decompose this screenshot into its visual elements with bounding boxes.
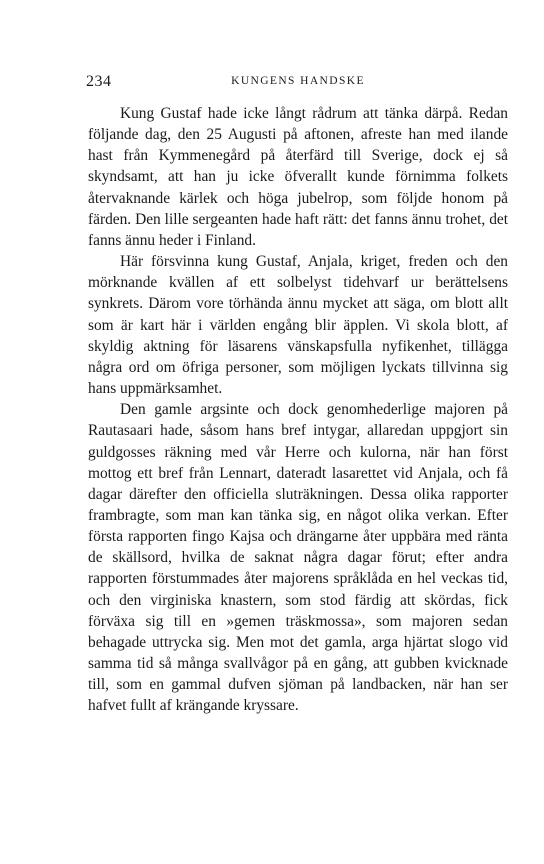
page-number: 234 (86, 73, 112, 90)
page-header (86, 73, 510, 93)
paragraph: Den gamle argsinte och dock genomhederlige majoren på Rautasaari hade, såsom hans bref intygar, allaredan uppgjort sin guldgosses räkning med vår Herre och kulorna, när han först mottog ett bref från Lennart, dateradt lasarettet vid Anjala, och få dagar därefter den officiella sluträkningen. Dessa olika rapporter frambragte, som man kan tänka sig, en något olika verkan. Efter första rapporten fingo Kajsa och drängarne åter uppbära med ränta de skällsord, hvilka de saknat några dagar förut; efter andra rapporten förstummades åter majorens språklåda en hel veckas tid, och den virginiska knastern, som stod färdig att skördas, fick förväxa sig till en »gemen träskmossa», som majoren sedan behagade uttrycka sig. Men mot det gamla, arga hjärtat slogo vid samma tid så många svallvågor på en gång, att gubben kvicknade till, som en gammal dufven sjöman på landbacken, när han ser hafvet fullt af krängande kryssare. (88, 401, 508, 715)
running-head: KUNGENS HANDSKE (231, 75, 365, 87)
paragraph: Kung Gustaf hade icke långt rådrum att tänka därpå. Redan följande dag, den 25 Augusti på aftonen, afreste han med ilande hast från Kymmenegård på återfärd till Sverige, dock ej så skyndsamt, att han ju icke öfverallt kunde förnimma folkets återvaknande kärlek och höga jubelrop, som följde honom på färden. Den lille sergeanten hade haft rätt: det fanns ännu trohet, det fanns ännu heder i Finland. (88, 105, 508, 249)
body-text (88, 103, 508, 717)
paragraph: Här försvinna kung Gustaf, Anjala, kriget, freden och den mörknande kvällen af ett solbelyst tidehvarf ur berättelsens synkrets. Därom vore törhända ännu mycket att säga, om blott allt som är kart här i världen engång blir äpplen. Vi skola blott, af skyldig aktning för läsarens vänskapsfulla nyfikenhet, tillägga några ord om öfriga personer, som möjligen lyckats tillvinna sig hans uppmärksamhet. (88, 253, 508, 398)
